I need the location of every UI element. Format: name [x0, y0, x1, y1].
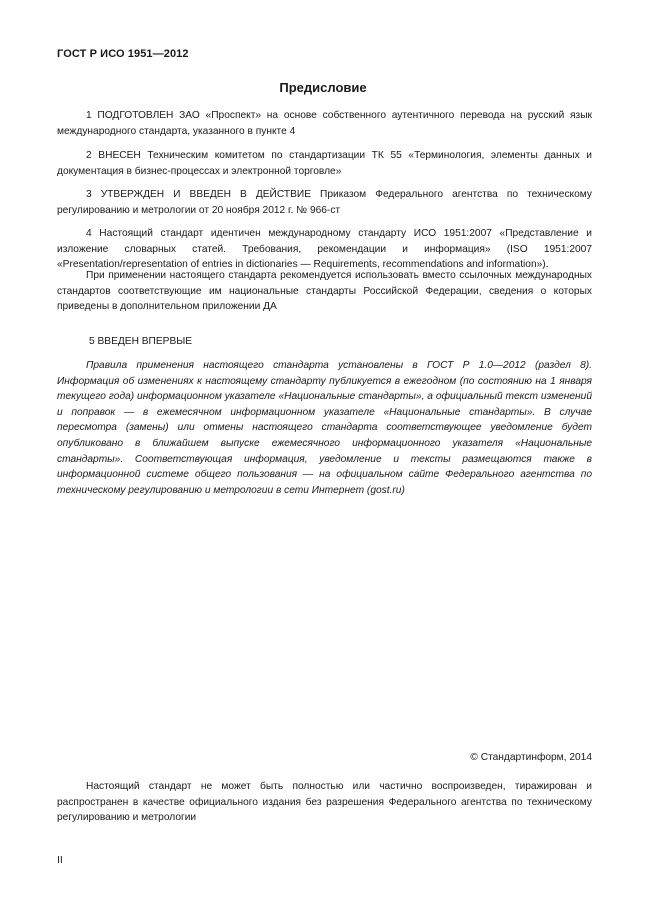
- preface-item-3: [57, 187, 592, 218]
- preface-item-2: [57, 148, 592, 179]
- preface-item-4-text: 4 Настоящий стандарт идентичен международному стандарту ИСО 1951:2007 «Представление и изложение словарных статей. Требования, рекомендации и информация» (ISO 1951:2007 «Presentation/representation of entries in dictionaries — Requirements, recommendations and information»).: [57, 228, 592, 271]
- page-number: II: [57, 854, 63, 866]
- copyright-line: © Стандартинформ, 2014: [470, 752, 592, 763]
- preface-item-2-text: 2 ВНЕСЕН Техническим комитетом по стандартизации ТК 55 «Терминология, элементы данных и документация в бизнес-процессах и электронной торговле»: [57, 150, 592, 177]
- rules-note: [57, 358, 592, 498]
- preface-item-1-text: 1 ПОДГОТОВЛЕН ЗАО «Проспект» на основе собственного аутентичного перевода на русский язык международного стандарта, указанного в пункте 4: [57, 110, 592, 137]
- preface-item-3-text: 3 УТВЕРЖДЕН И ВВЕДЕН В ДЕЙСТВИЕ Приказом Федерального агентства по техническому регулированию и метрологии от 20 ноября 2012 г. № 966-ст: [57, 189, 592, 216]
- page-title: Предисловие: [279, 80, 367, 95]
- rules-note-text: Правила применения настоящего стандарта установлены в ГОСТ Р 1.0—2012 (раздел 8). Информация об изменениях к настоящему стандарту публикуется в ежегодном (по состоянию на 1 января текущего года) информационном указателе «Национальные стандарты», а официальный текст изменений и поправок — в ежемесячном информационном указателе «Национальные стандарты». В случае пересмотра (замены) или отмены настоящего стандарта соответствующее уведомление будет опубликовано в ближайшем выпуске ежемесячного информационного указателя «Национальные стандарты». Соответствующая информация, уведомление и тексты размещаются также в информационной системе общего пользования — на официальном сайте Федерального агентства по техническому регулированию и метрологии в сети Интернет (gost.ru): [57, 360, 592, 496]
- document-code-header: ГОСТ Р ИСО 1951—2012: [57, 48, 189, 60]
- reproduction-notice: [57, 779, 592, 826]
- preface-item-5-text: 5 ВВЕДЕН ВПЕРВЫЕ: [89, 336, 193, 347]
- reproduction-notice-text: Настоящий стандарт не может быть полностью или частично воспроизведен, тиражирован и распространен в качестве официального издания без разрешения Федерального агентства по техническому регулированию и метрологии: [57, 781, 592, 824]
- preface-item-4: [57, 226, 592, 273]
- preface-item-1: [57, 108, 592, 139]
- preface-item-4-note-text: При применении настоящего стандарта рекомендуется использовать вместо ссылочных международных стандартов соответствующие им национальные стандарты Российской Федерации, сведения о которых приведены в дополнительном приложении ДА: [57, 270, 592, 313]
- preface-item-4-note: [57, 268, 592, 315]
- preface-item-5: [57, 334, 592, 350]
